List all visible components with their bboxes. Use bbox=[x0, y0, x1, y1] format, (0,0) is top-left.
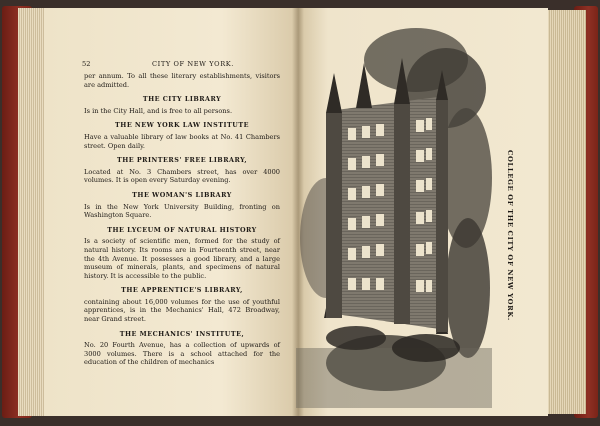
section-body: Is in the City Hall, and is free to all persons. bbox=[84, 106, 233, 115]
section-heading: THE MECHANICS' INSTITUTE, bbox=[119, 329, 245, 338]
section-body: Is a society of scientific men, formed for the study of natural history. Its rooms are in Fourteenth street, near the 4th Avenue. It possesses a good library, and a large museum of minerals, plants, and specimens of natural history. It is accessible to the public. bbox=[84, 237, 280, 280]
section-body: Have a valuable library of law books at No. 41 Chambers street. Open daily. bbox=[84, 132, 280, 150]
section-body: Located at No. 3 Chambers street, has over 4000 volumes. It is open every Saturday evening. bbox=[84, 167, 280, 185]
section-heading: THE LYCEUM OF NATURAL HISTORY bbox=[107, 225, 257, 234]
section-heading: THE WOMAN'S LIBRARY bbox=[132, 190, 232, 199]
college-building-engraving-icon bbox=[296, 18, 492, 408]
running-title: CITY OF NEW YORK. bbox=[152, 60, 234, 68]
section-heading: THE APPRENTICE'S LIBRARY, bbox=[121, 286, 243, 295]
section-heading: THE NEW YORK LAW INSTITUTE bbox=[115, 121, 249, 130]
section-body: Is in the New York University Building, fronting on Washington Square. bbox=[84, 202, 280, 220]
section-heading: THE CITY LIBRARY bbox=[142, 95, 222, 104]
intro-paragraph: per annum. To all these literary establishments, visitors are admitted. bbox=[84, 72, 280, 89]
illustration-caption: COLLEGE OF THE CITY OF NEW YORK. bbox=[506, 150, 514, 321]
page-number: 52 bbox=[82, 60, 91, 68]
college-building bbox=[324, 58, 448, 334]
ground bbox=[296, 348, 492, 408]
section-body: No. 20 Fourth Avenue, has a collection of upwards of 3000 volumes. There is a school attached for the education of the children of mechanics bbox=[84, 341, 280, 367]
section-heading: THE PRINTERS' FREE LIBRARY, bbox=[116, 156, 248, 165]
section-body: containing about 16,000 volumes for the use of youthful apprentices, is in the Mechanics' Hall, 472 Broadway, near Grand street. bbox=[84, 297, 280, 324]
page-edges-left bbox=[18, 8, 46, 416]
running-head bbox=[82, 60, 282, 70]
left-page-text bbox=[84, 72, 280, 367]
page-edges-right bbox=[546, 10, 586, 414]
